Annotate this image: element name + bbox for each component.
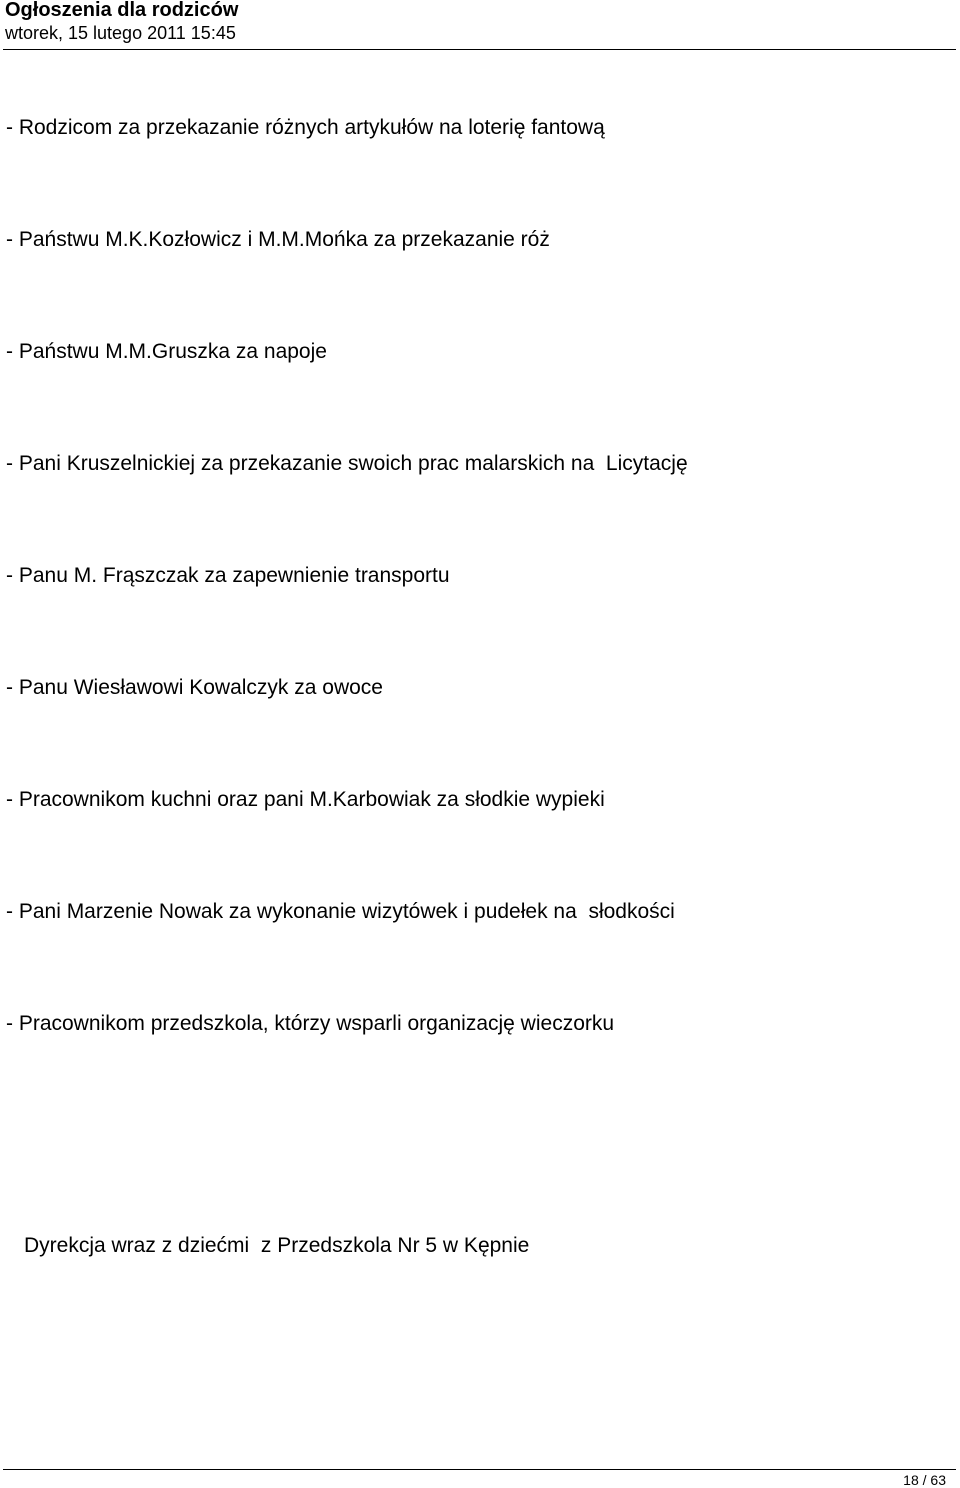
- list-item: - Pracownikom kuchni oraz pani M.Karbowiak za słodkie wypieki: [6, 788, 605, 811]
- page-number: 18 / 63: [903, 1472, 946, 1488]
- signature: Dyrekcja wraz z dziećmi z Przedszkola Nr 5 w Kępnie: [24, 1234, 530, 1257]
- list-item: - Pani Kruszelnickiej za przekazanie swoich prac malarskich na Licytację: [6, 452, 688, 475]
- list-item: - Pani Marzenie Nowak za wykonanie wizytówek i pudełek na słodkości: [6, 900, 675, 923]
- document-date: wtorek, 15 lutego 2011 15:45: [5, 23, 236, 43]
- document-title: Ogłoszenia dla rodziców: [5, 0, 239, 21]
- footer-divider: [3, 1469, 956, 1470]
- list-item: - Panu M. Frąszczak za zapewnienie transportu: [6, 564, 450, 587]
- list-item: - Państwu M.K.Kozłowicz i M.M.Mońka za przekazanie róż: [6, 228, 550, 251]
- list-item: - Pracownikom przedszkola, którzy wsparli organizację wieczorku: [6, 1012, 615, 1035]
- list-item: - Państwu M.M.Gruszka za napoje: [6, 340, 327, 363]
- list-item: - Rodzicom za przekazanie różnych artykułów na loterię fantową: [6, 116, 605, 139]
- header-divider: [3, 49, 956, 50]
- list-item: - Panu Wiesławowi Kowalczyk za owoce: [6, 676, 383, 699]
